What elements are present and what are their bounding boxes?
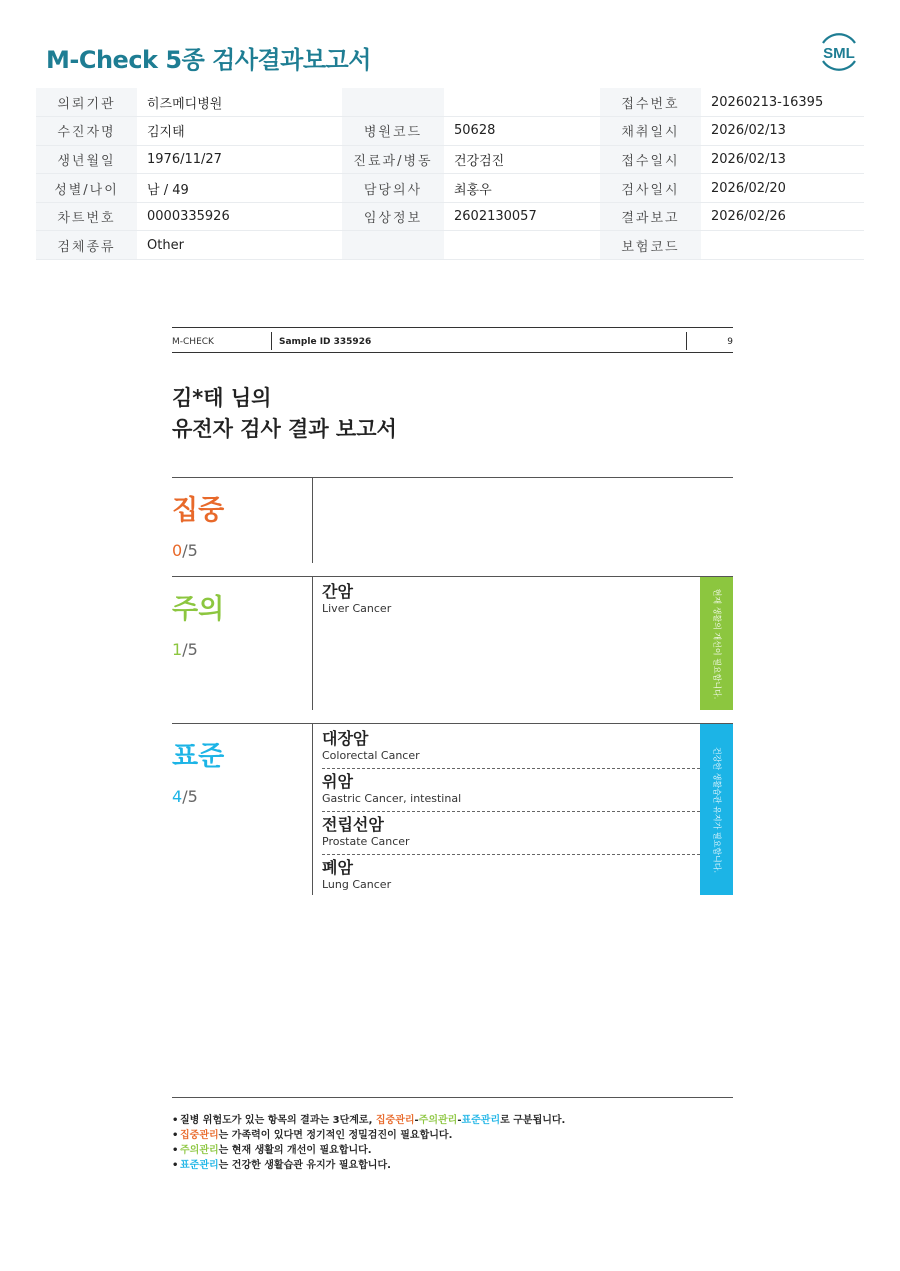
report-heading-line1: 김*태 님의 [172,386,272,410]
report-title: M-Check 5종 검사결과보고서 [46,46,371,74]
section-count-value: 4 [172,787,183,806]
cancer-name-en: Gastric Cancer, intestinal [322,792,462,805]
info-row [36,88,864,117]
info-value: 20260213-16395 [701,88,864,117]
section-count-value: 0 [172,541,183,560]
info-value: 건강검진 [444,145,600,174]
info-value: 최홍우 [444,174,600,203]
info-label: 담당의사 [342,174,444,203]
info-label: 채취일시 [600,117,701,146]
advice-bar [700,724,733,895]
info-label: 검사일시 [600,174,701,203]
header-divider [686,332,687,350]
section-count-total: /5 [182,640,198,659]
cancer-item [322,726,700,769]
info-row [36,174,864,203]
info-label: 보험코드 [600,231,701,260]
section-count-total: /5 [182,541,198,560]
info-label [342,88,444,117]
legend-note [172,1128,565,1143]
advice-text: 현재 생활의 개선이 필요합니다. [712,588,721,699]
section-divider [312,577,313,710]
legend-keyword: 주의관리 [180,1145,219,1156]
info-row [36,117,864,146]
genetic-report-page [172,327,733,1187]
cancer-list [322,579,700,622]
report-heading [172,383,397,445]
info-label [342,231,444,260]
info-label: 검체종류 [36,231,137,260]
cancer-name-kr: 전립선암 [322,815,384,834]
page-number: 9 [727,337,733,347]
cancer-name-kr: 폐암 [322,858,353,877]
info-label: 임상정보 [342,202,444,231]
section-count [172,640,198,659]
footer-divider [172,1097,733,1098]
section-count-total: /5 [182,787,198,806]
info-value: 김지태 [137,117,342,146]
risk-section-2 [172,576,733,710]
sample-id: Sample ID 335926 [279,337,372,347]
legend-note [172,1158,565,1173]
section-title: 집중 [172,495,225,526]
legend-text: 로 구분됩니다. [500,1115,566,1126]
info-value [444,88,600,117]
legend-note [172,1113,565,1128]
info-value: 남 / 49 [137,174,342,203]
legend-text: - [414,1115,419,1126]
info-label: 차트번호 [36,202,137,231]
sml-logo [814,28,864,76]
legend-keyword: 집중관리 [180,1130,219,1141]
logo-text: SML [823,45,855,62]
section-divider [312,724,313,895]
info-label: 병원코드 [342,117,444,146]
info-value: Other [137,231,342,260]
report-brand: M-CHECK [172,337,214,347]
cancer-item [322,855,700,898]
report-header [172,327,733,353]
info-value: 1976/11/27 [137,145,342,174]
info-label: 수진자명 [36,117,137,146]
info-value [444,231,600,260]
info-value: 히즈메디병원 [137,88,342,117]
cancer-name-en: Liver Cancer [322,602,392,615]
header-divider [271,332,272,350]
info-value: 2026/02/20 [701,174,864,203]
advice-bar [700,577,733,710]
info-label: 성별/나이 [36,174,137,203]
legend-text: 는 가족력이 있다면 정기적인 정밀검진이 필요합니다. [218,1130,453,1141]
legend-keyword: 표준관리 [180,1160,219,1171]
legend-text: - [457,1115,462,1126]
info-value: 2026/02/13 [701,145,864,174]
info-label: 접수번호 [600,88,701,117]
info-label: 생년월일 [36,145,137,174]
section-title: 주의 [172,594,225,625]
report-heading-line2: 유전자 검사 결과 보고서 [172,417,397,441]
info-value: 0000335926 [137,202,342,231]
info-row [36,202,864,231]
section-count-value: 1 [172,640,183,659]
info-row [36,145,864,174]
info-label: 결과보고 [600,202,701,231]
info-value: 2026/02/13 [701,117,864,146]
info-label: 접수일시 [600,145,701,174]
legend-keyword: 표준관리 [461,1115,501,1126]
cancer-name-kr: 위암 [322,772,353,791]
section-title: 표준 [172,741,225,772]
info-value: 50628 [444,117,600,146]
legend-text: 는 현재 생활의 개선이 필요합니다. [218,1145,372,1156]
risk-section-1 [172,477,733,563]
patient-info-table [36,88,864,260]
info-label: 진료과/병동 [342,145,444,174]
info-value [701,231,864,260]
cancer-list [322,726,700,898]
risk-section-3 [172,723,733,895]
info-value: 2026/02/26 [701,202,864,231]
cancer-name-kr: 간암 [322,582,353,601]
cancer-name-en: Prostate Cancer [322,835,410,848]
cancer-item [322,812,700,855]
cancer-name-en: Colorectal Cancer [322,749,420,762]
legend-note [172,1143,565,1158]
cancer-name-en: Lung Cancer [322,878,392,891]
section-count [172,541,198,560]
section-divider [312,478,313,563]
legend-keyword: 집중관리 [375,1115,415,1126]
cancer-name-kr: 대장암 [322,729,369,748]
legend-notes [172,1113,565,1173]
info-row [36,231,864,260]
info-label: 의뢰기관 [36,88,137,117]
legend-text: 질병 위험도가 있는 항목의 결과는 3단계로, [180,1115,376,1126]
info-value: 2602130057 [444,202,600,231]
advice-text: 건강한 생활습관 유지가 필요합니다. [712,746,721,873]
section-count [172,787,198,806]
legend-keyword: 주의관리 [418,1115,458,1126]
legend-text: 는 건강한 생활습관 유지가 필요합니다. [218,1160,391,1171]
cancer-item [322,579,700,622]
cancer-item [322,769,700,812]
